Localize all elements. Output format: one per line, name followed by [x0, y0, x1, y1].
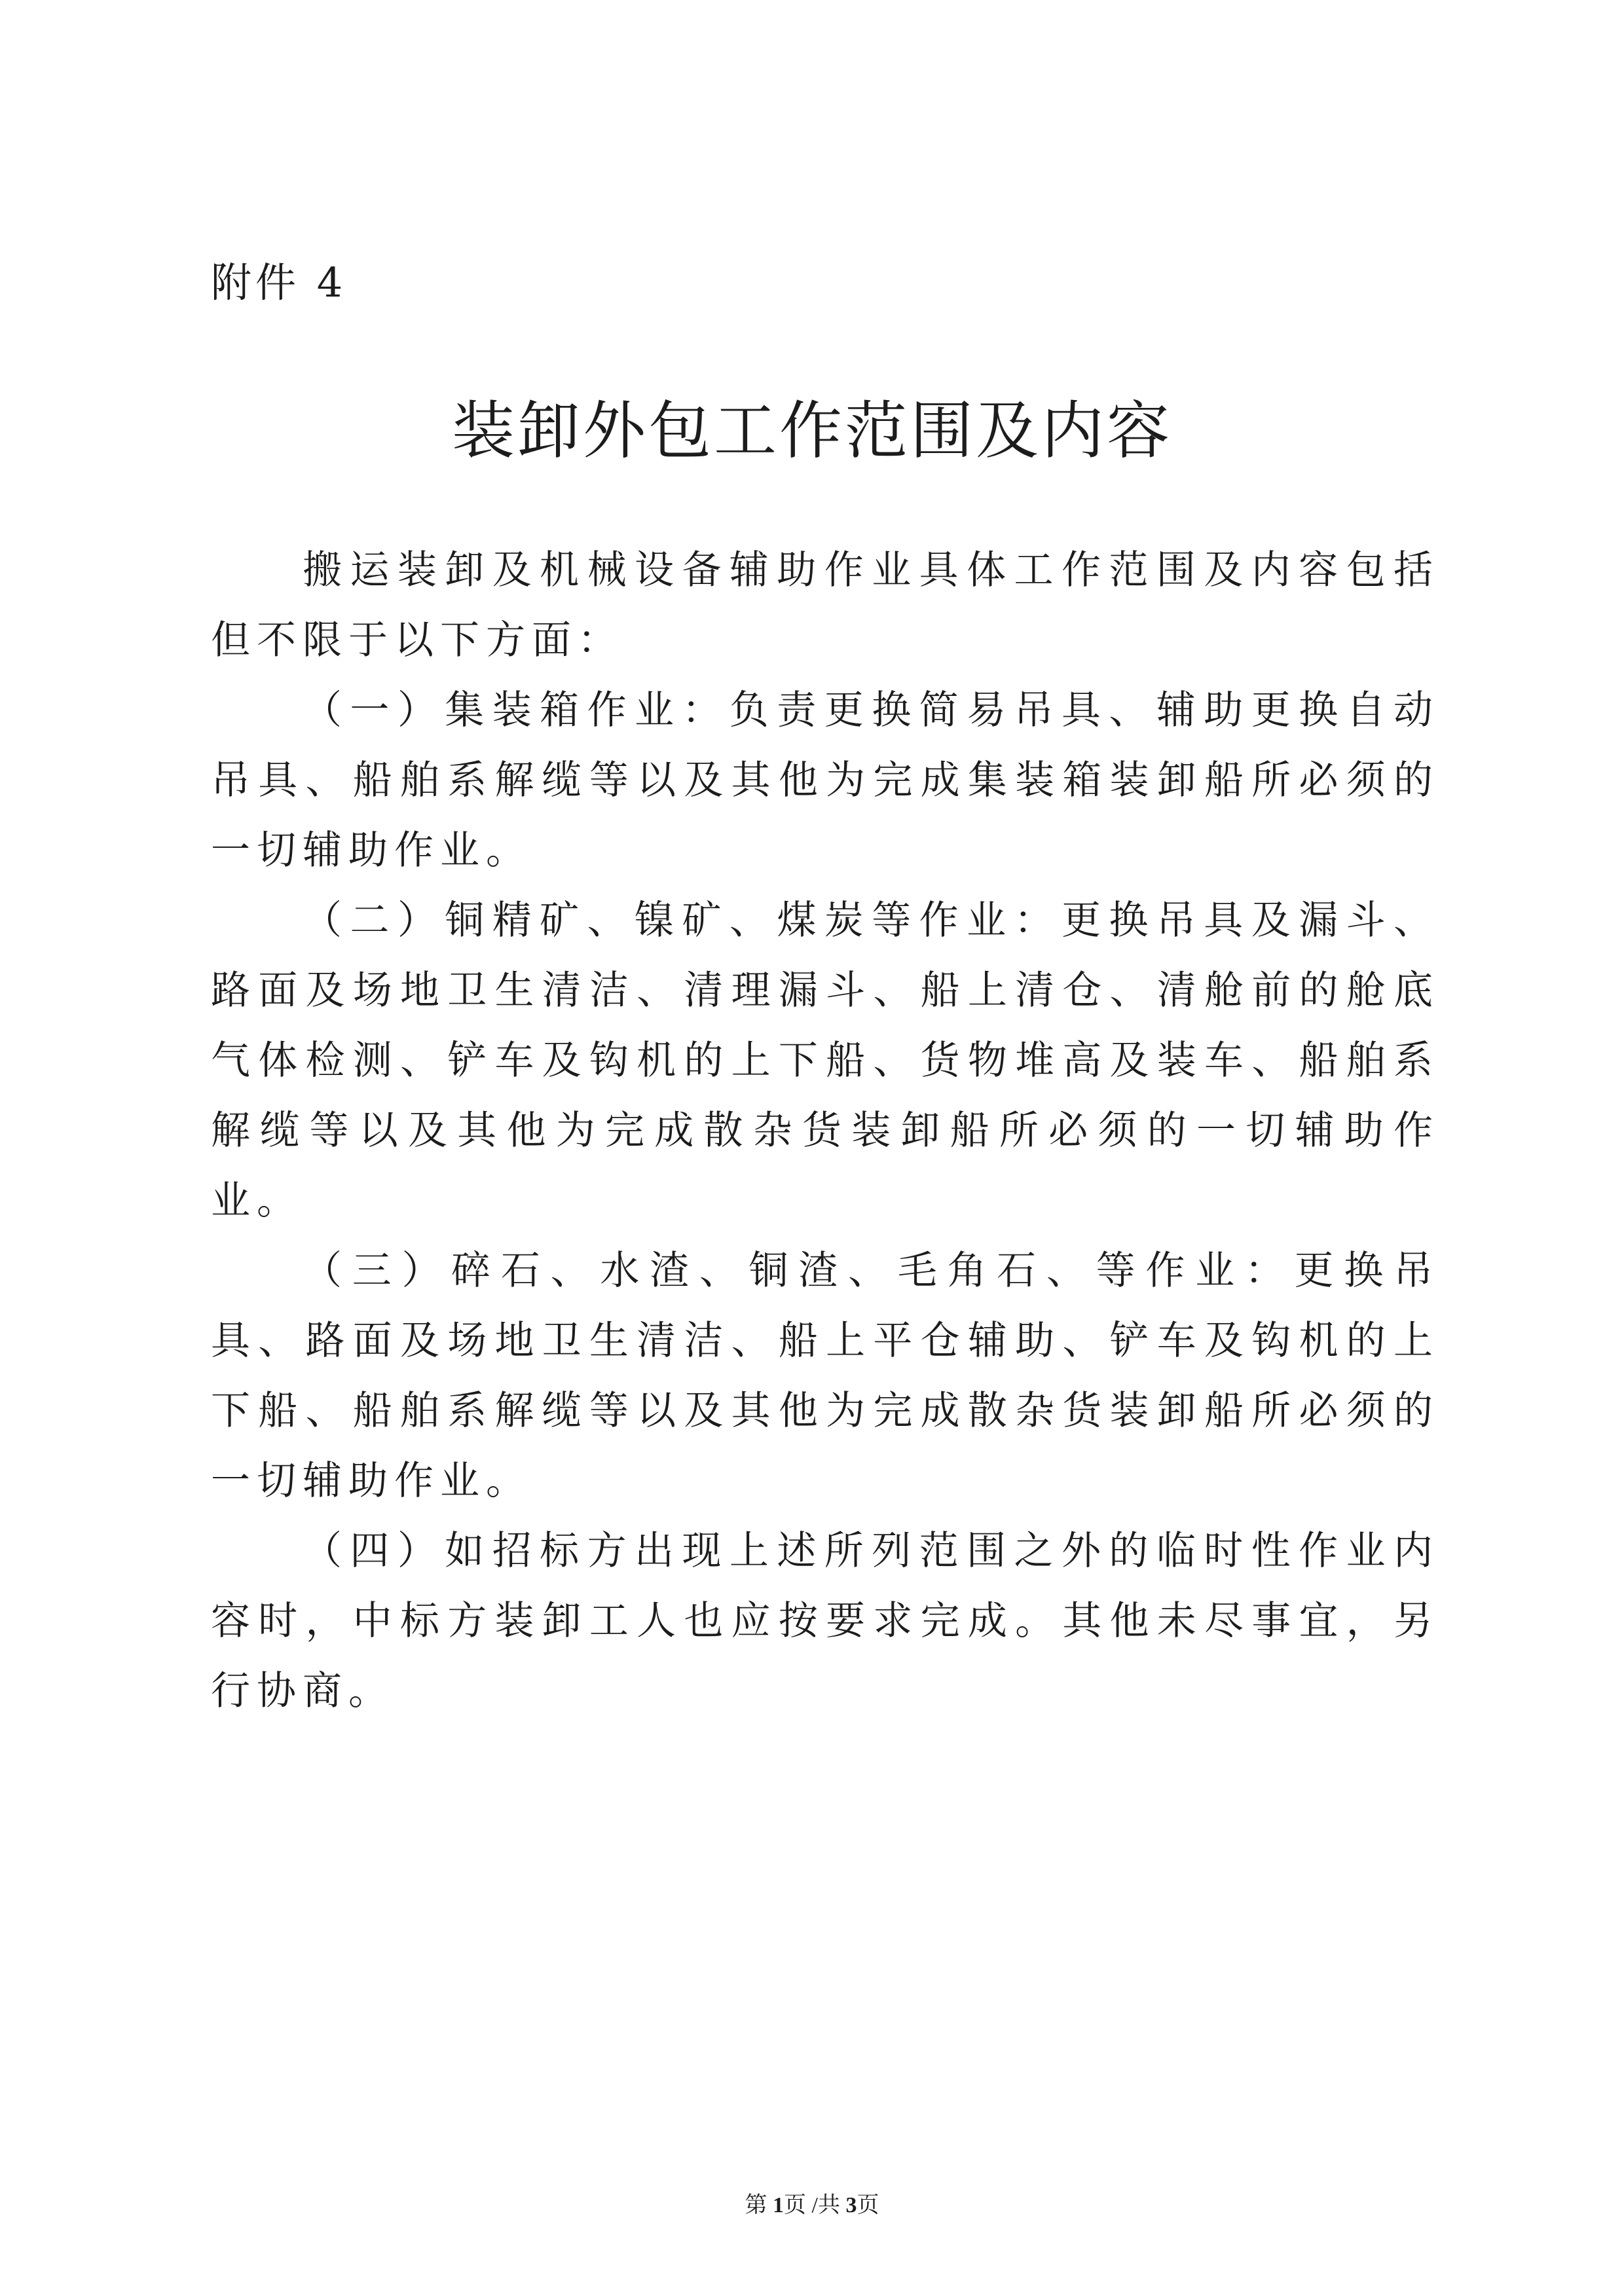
footer-suffix: 页 [857, 2193, 879, 2217]
paragraph-gravel-slag-work: （三）碎石、水渣、铜渣、毛角石、等作业：更换吊具、路面及场地卫生清洁、船上平仓辅助、铲车及钩机的上下船、船舶系解缆等以及其他为完成散杂货装卸船所必须的一切辅助作业。 [211, 1248, 1439, 1504]
attachment-label: 附件 4 [211, 259, 347, 306]
footer-current-page: 1 [773, 2193, 784, 2217]
document-body [211, 536, 1439, 1726]
document-title: 装卸外包工作范围及内容 [452, 394, 1172, 467]
paragraph-temporary-work: （四）如招标方出现上述所列范围之外的临时性作业内容时，中标方装卸工人也应按要求完成。其他未尽事宜，另行协商。 [211, 1528, 1439, 1714]
paragraph-ore-coal-work: （二）铜精矿、镍矿、煤炭等作业：更换吊具及漏斗、路面及场地卫生清洁、清理漏斗、船上清仓、清舱前的舱底气体检测、铲车及钩机的上下船、货物堆高及装车、船舶系解缆等以及其他为完成散杂货装卸船所必须的一切辅助作业。 [211, 898, 1439, 1224]
page-number-footer [0, 2187, 1624, 2219]
footer-prefix: 第 [745, 2193, 773, 2217]
footer-total-pages: 3 [845, 2193, 857, 2217]
paragraph-intro: 搬运装卸及机械设备辅助作业具体工作范围及内容包括但不限于以下方面： [211, 547, 1439, 663]
paragraph-container-work: （一）集装箱作业：负责更换简易吊具、辅助更换自动吊具、船舶系解缆等以及其他为完成集装箱装卸船所必须的一切辅助作业。 [211, 687, 1439, 873]
footer-middle: 页 /共 [784, 2193, 846, 2217]
